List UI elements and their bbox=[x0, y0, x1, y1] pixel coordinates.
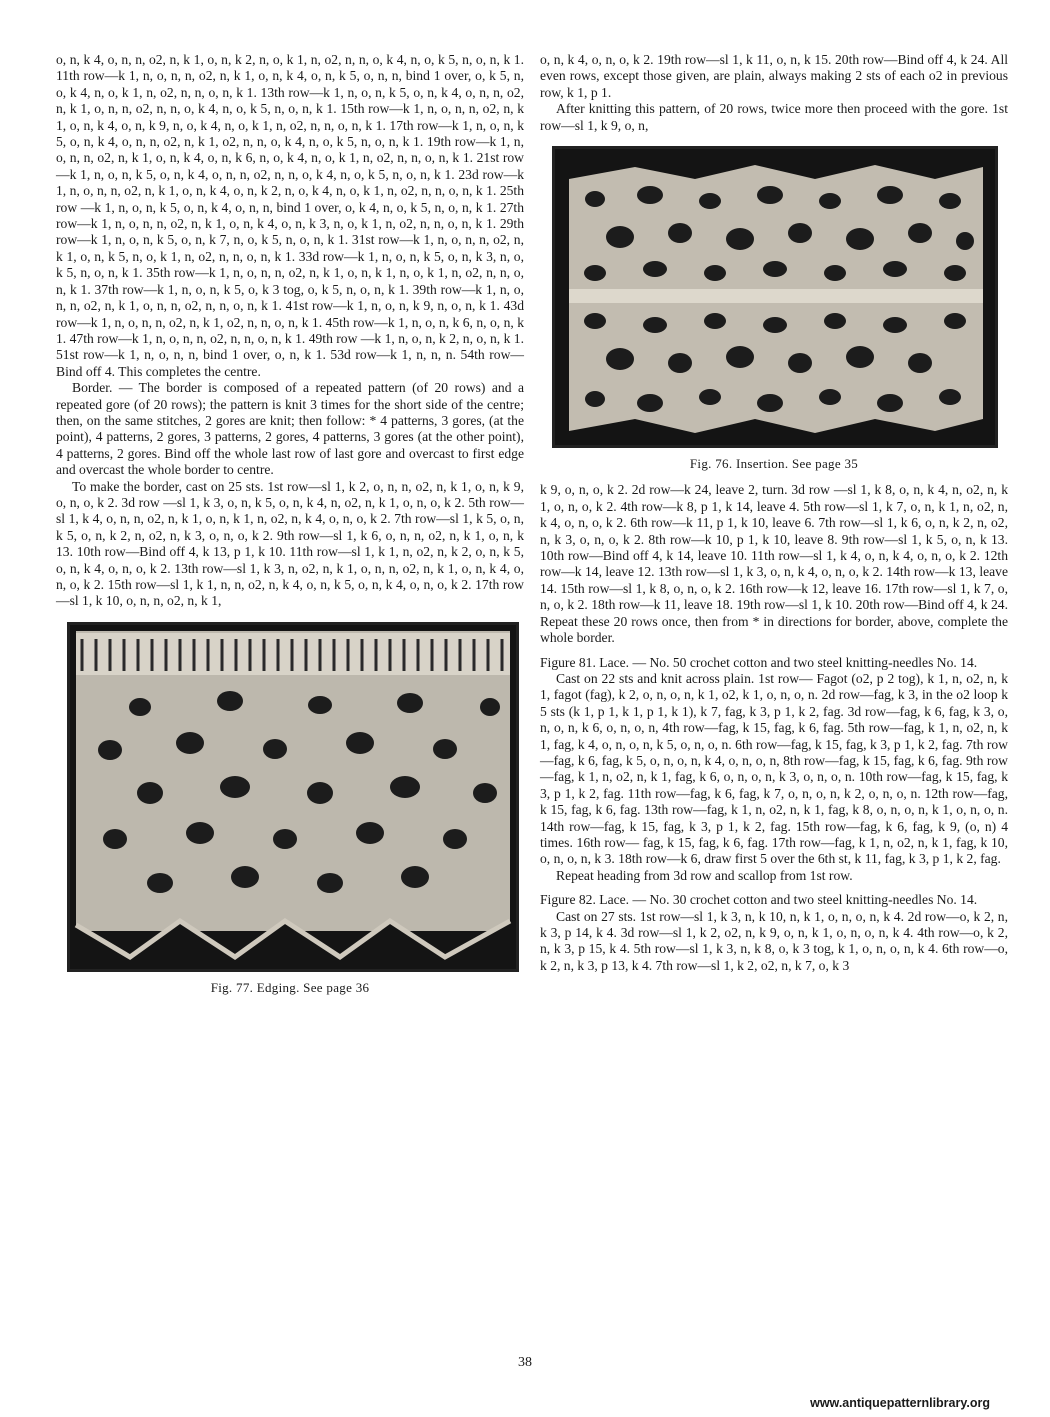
right-paragraph-2: After knitting this pattern, of 20 rows, twice more then proceed with the gore. 1st row—sl 1, k 9, o, n, bbox=[540, 101, 1008, 133]
left-paragraph-1: o, n, k 4, o, n, n, o2, n, k 1, o, n, k 2, n, o, k 1, n, o2, n, n, o, k 4, n, o, k 5, n, o, n, k 1. 11th row—k 1, n, o, n, n, o2, n, k 1, o, n, k 4, o, n, k 5, o, n, n, bind 1 over, o, k 5, n, o, k 4, n, o, k 1, n, o2, n, n, o, n, k 1. 13th row—k 1, n, o, n, k 5, o, n, k 4, o, n, n, o2, n, k 1, o, n, n, o2, n, n, o, k 4, n, o, k 5, n, o, n, k 1. 15th row—k 1, n, o, n, n, o2, n, k 1, o, n, k 4, o, n, k 9, n, o, k 4, n, o, k 1, n, o2, n, n, o, n, k 1. 17th row—k 1, n, o, n, k 5, o, n, k 4, o, n, n, o2, n, k 1, o2, n, n, o, k 4, n, o, k 5, n, o, n, k 1. 19th row—k 1, n, o, n, n, o2, n, k 1, o, n, k 4, o, n, k 6, n, o, k 4, n, o, k 1, n, o2, n, n, o, n, k 1. 21st row—k 1, n, o, n, k 5, o, n, k 4, o, n, n, o2, n, n, o, k 4, n, o, k 5, n, o, n, k 1. 23d row—k 1, n, o, n, n, o2, n, k 1, o, n, k 4, o, n, k 2, n, o, k 4, n, o, k 1, n, o2, n, n, o, n, k 1. 25th row —k 1, n, o, n, k 5, o, n, k 4, o, n, n, bind 1 over, o, k 4, n, o, k 5, n, o, n, k 1. 27th row—k 1, n, o, n, n, o2, n, k 1, o, n, k 4, o, n, k 3, n, o, k 1, n, o2, n, n, o, n, k 1. 29th row—k 1, n, o, n, k 5, o, n, k 7, n, o, k 5, n, o, n, k 1. 31st row—k 1, n, o, n, n, o2, n, k 1, o, n, k 5, n, o, k 1, n, o2, n, n, o, n, k 1. 33d row—k 1, n, o, n, k 5, o, n, k 3, n, o, k 5, n, o, n, k 1. 35th row—k 1, n, o, n, n, o2, n, k 1, o, n, k 1, n, o, k 1, n, o2, n, n, o, n, k 1. 37th row—k 1, n, o, n, k 5, o, k 3 tog, o, k 5, n, o, n, k 1. 39th row—k 1, n, o, n, n, o2, n, k 1, o, n, n, o2, n, n, o, n, k 1. 41st row—k 1, n, o, n, k 9, n, o, n, k 1. 43d row—k 1, n, o, n, n, o2, n, k 1, o2, n, n, o, n, k 1. 45th row—k 1, n, o, n, k 6, n, o, n, k 1. 47th row—k 1, n, o, n, n, o2, n, n, o, n, k 1. 49th row —k 1, n, o, n, k 2, n, o, n, k 1. 51st row—k 1, n, o, n, n, bind 1 over, o, n, k 1. 53d row—k 1, n, n, n. 54th row—Bind off 4. This completes the centre. bbox=[56, 52, 524, 379]
right-paragraph-3: k 9, o, n, o, k 2. 2d row—k 24, leave 2, turn. 3d row —sl 1, k 8, o, n, k 4, n, o2, n, k 1, o, n, o, k 2. 4th row—k 8, p 1, k 14, leave 4. 5th row—sl 1, k 7, o, n, k 1, n, o2, n, k 4, o, n, o, k 2. 6th row—k 11, p 1, k 10, leave 6. 7th row—sl 1, k 6, o, n, k 2, n, o2, n, k 3, o, n, o, k 2. 8th row—k 10, p 1, k 10, leave 8. 9th row—sl 1, k 5, o, n, k 13. 10th row—Bind off 4, k 14, leave 10. 11th row—sl 1, k 4, o, n, k 4, o, n, o, k 2. 12th row—k 14, leave 12. 13th row—sl 1, k 3, o, n, k 4, o, n, o, k 2. 14th row—k 13, leave 14. 15th row—sl 1, k 8, o, n, o, k 2. 16th row—k 12, leave 16. 17th row—sl 1, k 7, o, n, o, k 2. 18th row—k 11, leave 18. 19th row—sl 1, k 10. 20th row—Bind off 4, k 24. Repeat these 20 rows once, then from * in directions for border, above, complete the whole border. bbox=[540, 482, 1008, 646]
figure-81-instructions: Cast on 22 sts and knit across plain. 1st row— Fagot (o2, p 2 tog), k 1, n, o2, n, k 1, fagot (fag), k 2, o, n, o, n, k 1, o2, k 1, o, n, o, n. 2d row—fag, k 3, in the o2 loop k 5 sts (k 1, p 1, k 1, p 1, k 1), k 7, fag, k 3, p 1, k 2, fag. 3d row—fag, k 6, fag, k 3, o, n, o, n, k 6, o, n, o, n, 4th row—fag, k 15, fag, k 6, fag. 5th row—fag, k 1, n, o2, n, k 1, fag, k 4, o, n, o, n, k 5, o, n, o, n. 6th row—fag, k 15, fag, k 3, p 1, k 2, fag. 7th row—fag, k 6, fag, k 5, o, n, o, n, k 4, o, n, o, n, 8th row—fag, k 15, fag, k 6, fag. 9th row —fag, k 1, n, o2, n, k 1, fag, k 6, o, n, o, n, k 3, o, n, o, n. 10th row—fag, k 15, fag, k 3, p 1, k 2, fag. 11th row—fag, k 6, fag, k 7, o, n, o, n, k 2, o, n, o, n. 12th row—fag, k 15, fag, k 6, fag. 13th row—fag, k 1, n, o2, n, k 1, fag, k 8, o, n, o, n, k 1, o, n, o, n. 14th row—fag, k 15, fag, k 3, p 1, k 2, fag. 15th row—fag, k 6, fag, k 9, (o, n) 4 times. 16th row— fag, k 15, fag, k 6, fag. 17th row—fag, k 1, n, o2, n, k 1, fag, k 10, o, n, o, n, k 3. 18th row—k 6, draw first 5 over the 6th st, k 11, fag, k 3, p 1, k 2, fag. bbox=[540, 670, 1008, 867]
right-column bbox=[540, 52, 1008, 974]
right-paragraph-1: o, n, k 4, o, n, o, k 2. 19th row—sl 1, k 11, o, n, k 15. 20th row—Bind off 4, k 24. All even rows, except those given, are plain, always making 2 sts of each o2 in previous row, k 1, p 1. bbox=[540, 52, 1008, 100]
figure-81-repeat: Repeat heading from 3d row and scallop from 1st row. bbox=[556, 867, 853, 883]
figure-77-photo bbox=[67, 622, 519, 972]
insertion-lace-illustration bbox=[555, 149, 995, 445]
figure-77-caption: Fig. 77. Edging. See page 36 bbox=[210, 979, 370, 995]
figure-82-instructions: Cast on 27 sts. 1st row—sl 1, k 3, n, k 10, n, k 1, o, n, o, n, k 4. 2d row—o, k 2, n, k 3, p 14, k 4. 3d row—sl 1, k 2, o2, n, k 9, o, n, k 1, o, n, o, n, k 4. 4th row—o, k 2, n, k 3, p 15, k 4. 5th row—sl 1, k 3, n, k 8, o, k 3 tog, k 1, o, n, o, n, k 4. 6th row—o, k 2, n, k 3, p 13, k 4. 7th row—sl 1, k 2, o2, n, k 7, o, k 3 bbox=[540, 908, 1008, 973]
figure-81-heading: Figure 81. Lace. — No. 50 crochet cotton and two steel knitting-needles No. 14. bbox=[540, 654, 978, 670]
left-column bbox=[56, 52, 524, 1006]
figure-76-caption: Fig. 76. Insertion. See page 35 bbox=[689, 456, 859, 472]
page-number: 38 bbox=[518, 1355, 532, 1370]
edging-lace-illustration bbox=[70, 625, 516, 969]
border-paragraph: Border. — The border is composed of a repeated pattern (of 20 rows) and a repeated gore (of 20 rows); the pattern is knit 3 times for the short side of the centre; then, on the same stitches, 2 gores are knit; then follow: * 4 patterns, 3 gores, (at the point), 4 patterns, 2 gores, 3 patterns, 2 gores, 4 patterns, 3 gores (at the other point), 4 patterns, 2 gores. Bind off the whole last row of last gore and overcast to first edge and overcast the whole border to centre. bbox=[56, 380, 524, 478]
border-instructions-paragraph: To make the border, cast on 25 sts. 1st row—sl 1, k 2, o, n, n, o2, n, k 1, o, n, k 9, o, n, o, k 2. 3d row —sl 1, k 3, o, n, k 5, o, n, k 4, n, o2, n, k 1, o, n, o, k 2. 5th row—sl 1, k 4, o, n, n, o2, n, k 1, o, n, k 1, n, o2, n, k 4, o, n, o, k 2. 7th row—sl 1, k 5, o, n, k 5, o, n, k 2, n, o2, n, k 3, o, n, o, k 2. 9th row—sl 1, k 6, o, n, n, o2, n, k 1, o, n, k 13. 10th row—Bind off 4, k 13, p 1, k 10. 11th row—sl 1, k 1, n, o2, n, k 2, o, n, k 5, o, n, k 4, o, n, o, k 2. 13th row—sl 1, k 3, n, o2, n, k 1, o, n, n, o2, n, k 1, o, n, k 4, o, n, o, k 2. 15th row—sl 1, k 1, n, n, o2, n, k 4, o, n, k 5, o, n, k 4, o, n, o, k 2. 17th row—sl 1, k 10, o, n, n, o2, n, k 1, bbox=[56, 478, 524, 609]
figure-76-photo bbox=[552, 146, 998, 448]
footer-url: www.antiquepatternlibrary.org bbox=[810, 1396, 990, 1410]
figure-82-heading: Figure 82. Lace. — No. 30 crochet cotton and two steel knitting-needles No. 14. bbox=[540, 892, 978, 908]
